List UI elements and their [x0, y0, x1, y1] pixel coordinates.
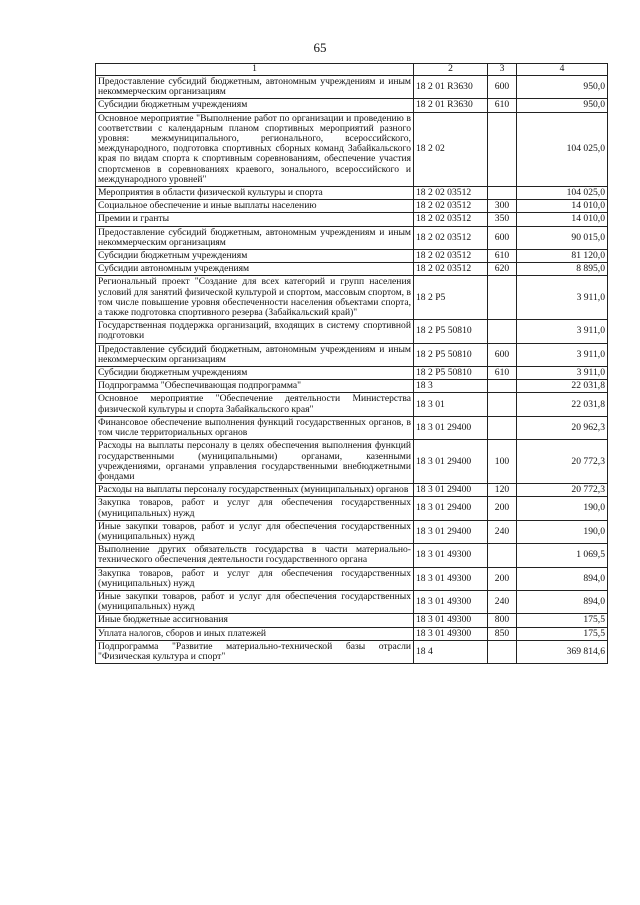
row-name: Мероприятия в области физической культуры и спорта [96, 187, 414, 200]
row-amount: 894,0 [517, 567, 608, 590]
row-name: Основное мероприятие "Выполнение работ по организации и проведению в соответствии с календарным планом спортивных мероприятий разного уровня: межмуниципального, регионального, всероссийского, международного, подготовка спортивных сборных команд Забайкальского края по видам спорта к спортивным соревнованиям, обеспечение участия спортсменов в соревнованиях краевого, зонального, всероссийского и международного уровней" [96, 112, 414, 186]
row-expense-type: 850 [488, 627, 517, 640]
row-code: 18 2 P5 50810 [414, 320, 488, 343]
row-expense-type [488, 320, 517, 343]
table-row [96, 99, 608, 112]
row-amount: 8 895,0 [517, 263, 608, 276]
row-code: 18 3 01 49300 [414, 627, 488, 640]
row-expense-type: 200 [488, 567, 517, 590]
row-name: Иные закупки товаров, работ и услуг для обеспечения государственных (муниципальных) нужд [96, 590, 414, 613]
row-code: 18 2 P5 50810 [414, 343, 488, 366]
row-name: Закупка товаров, работ и услуг для обеспечения государственных (муниципальных) нужд [96, 497, 414, 520]
row-name: Расходы на выплаты персоналу в целях обеспечения выполнения функций государственными (муниципальными) органами, казенными учреждениями, органами управления государственными внебюджетными фондами [96, 440, 414, 484]
table-row [96, 320, 608, 343]
row-code: 18 3 01 29400 [414, 497, 488, 520]
row-expense-type [488, 416, 517, 439]
row-expense-type: 350 [488, 213, 517, 226]
row-amount: 81 120,0 [517, 250, 608, 263]
row-expense-type: 120 [488, 484, 517, 497]
row-amount: 3 911,0 [517, 320, 608, 343]
row-amount: 190,0 [517, 520, 608, 543]
row-code: 18 2 02 03512 [414, 187, 488, 200]
table-row [96, 497, 608, 520]
row-code: 18 2 01 R3630 [414, 99, 488, 112]
table-row [96, 627, 608, 640]
row-name: Иные бюджетные ассигнования [96, 614, 414, 627]
row-code: 18 2 P5 [414, 276, 488, 320]
row-code: 18 2 01 R3630 [414, 76, 488, 99]
row-name: Субсидии бюджетным учреждениям [96, 250, 414, 263]
row-amount: 22 031,8 [517, 393, 608, 416]
row-name: Субсидии бюджетным учреждениям [96, 367, 414, 380]
table-row [96, 343, 608, 366]
table-row [96, 380, 608, 393]
table-row [96, 213, 608, 226]
row-code: 18 3 01 29400 [414, 416, 488, 439]
table-row [96, 112, 608, 186]
row-code: 18 2 02 [414, 112, 488, 186]
table-row [96, 200, 608, 213]
row-code: 18 3 [414, 380, 488, 393]
row-name: Подпрограмма "Развитие материально-технической базы отрасли "Физическая культура и спорт" [96, 640, 414, 663]
row-amount: 175,5 [517, 614, 608, 627]
row-name: Премии и гранты [96, 213, 414, 226]
table-header-row [96, 64, 608, 76]
row-code: 18 2 02 03512 [414, 200, 488, 213]
header-col-4: 4 [517, 64, 608, 76]
row-expense-type: 600 [488, 226, 517, 249]
row-expense-type: 600 [488, 343, 517, 366]
table-row [96, 187, 608, 200]
table-row [96, 614, 608, 627]
row-expense-type [488, 276, 517, 320]
row-expense-type: 610 [488, 250, 517, 263]
row-code: 18 3 01 29400 [414, 484, 488, 497]
row-name: Подпрограмма "Обеспечивающая подпрограмма" [96, 380, 414, 393]
budget-table [95, 63, 608, 664]
row-amount: 104 025,0 [517, 187, 608, 200]
row-amount: 90 015,0 [517, 226, 608, 249]
table-row [96, 484, 608, 497]
row-code: 18 3 01 49300 [414, 544, 488, 567]
header-col-3: 3 [488, 64, 517, 76]
row-amount: 369 814,6 [517, 640, 608, 663]
row-code: 18 4 [414, 640, 488, 663]
table-row [96, 416, 608, 439]
row-amount: 22 031,8 [517, 380, 608, 393]
row-expense-type [488, 112, 517, 186]
table-row [96, 367, 608, 380]
row-expense-type [488, 380, 517, 393]
row-amount: 3 911,0 [517, 343, 608, 366]
table-row [96, 640, 608, 663]
row-expense-type [488, 393, 517, 416]
row-amount: 14 010,0 [517, 213, 608, 226]
row-code: 18 3 01 [414, 393, 488, 416]
table-row [96, 520, 608, 543]
row-name: Финансовое обеспечение выполнения функций государственных органов, в том числе территориальных органов [96, 416, 414, 439]
table-row [96, 226, 608, 249]
row-expense-type: 610 [488, 99, 517, 112]
row-amount: 190,0 [517, 497, 608, 520]
row-code: 18 3 01 49300 [414, 567, 488, 590]
row-amount: 3 911,0 [517, 367, 608, 380]
row-code: 18 2 02 03512 [414, 263, 488, 276]
row-expense-type: 600 [488, 76, 517, 99]
row-amount: 20 772,3 [517, 484, 608, 497]
row-expense-type: 620 [488, 263, 517, 276]
row-expense-type [488, 544, 517, 567]
row-amount: 175,5 [517, 627, 608, 640]
row-amount: 104 025,0 [517, 112, 608, 186]
table-row [96, 440, 608, 484]
row-name: Субсидии бюджетным учреждениям [96, 99, 414, 112]
row-amount: 950,0 [517, 76, 608, 99]
row-amount: 3 911,0 [517, 276, 608, 320]
row-code: 18 3 01 49300 [414, 614, 488, 627]
row-amount: 950,0 [517, 99, 608, 112]
row-name: Предоставление субсидий бюджетным, автономным учреждениям и иным некоммерческим организациям [96, 226, 414, 249]
row-expense-type: 800 [488, 614, 517, 627]
row-amount: 14 010,0 [517, 200, 608, 213]
row-name: Закупка товаров, работ и услуг для обеспечения государственных (муниципальных) нужд [96, 567, 414, 590]
row-expense-type: 200 [488, 497, 517, 520]
row-name: Основное мероприятие "Обеспечение деятельности Министерства физической культуры и спорта Забайкальского края" [96, 393, 414, 416]
row-code: 18 3 01 29400 [414, 520, 488, 543]
row-expense-type [488, 640, 517, 663]
row-expense-type: 100 [488, 440, 517, 484]
row-amount: 20 962,3 [517, 416, 608, 439]
page-number: 65 [313, 40, 327, 55]
table-row [96, 263, 608, 276]
table-row [96, 393, 608, 416]
table-row [96, 250, 608, 263]
row-name: Иные закупки товаров, работ и услуг для обеспечения государственных (муниципальных) нужд [96, 520, 414, 543]
row-code: 18 2 02 03512 [414, 226, 488, 249]
table-row [96, 276, 608, 320]
row-expense-type: 300 [488, 200, 517, 213]
row-name: Выполнение других обязательств государства в части материально-технического обеспечения деятельности государственного органа [96, 544, 414, 567]
row-amount: 1 069,5 [517, 544, 608, 567]
row-name: Региональный проект "Создание для всех категорий и групп населения условий для занятий физической культурой и спортом, массовым спортом, в том числе повышение уровня обеспеченности населения объектами спорта, а также подготовка спортивного резерва (Забайкальский край)" [96, 276, 414, 320]
table-row [96, 567, 608, 590]
row-name: Предоставление субсидий бюджетным, автономным учреждениям и иным некоммерческим организациям [96, 76, 414, 99]
row-code: 18 3 01 49300 [414, 590, 488, 613]
row-expense-type: 610 [488, 367, 517, 380]
row-expense-type: 240 [488, 590, 517, 613]
row-amount: 894,0 [517, 590, 608, 613]
row-expense-type [488, 187, 517, 200]
row-code: 18 2 P5 50810 [414, 367, 488, 380]
row-name: Социальное обеспечение и иные выплаты населению [96, 200, 414, 213]
header-col-1: 1 [96, 64, 414, 76]
row-name: Уплата налогов, сборов и иных платежей [96, 627, 414, 640]
row-code: 18 2 02 03512 [414, 250, 488, 263]
table-row [96, 544, 608, 567]
row-code: 18 2 02 03512 [414, 213, 488, 226]
table-row [96, 590, 608, 613]
row-amount: 20 772,3 [517, 440, 608, 484]
row-name: Государственная поддержка организаций, входящих в систему спортивной подготовки [96, 320, 414, 343]
row-name: Расходы на выплаты персоналу государственных (муниципальных) органов [96, 484, 414, 497]
row-name: Предоставление субсидий бюджетным, автономным учреждениям и иным некоммерческим организациям [96, 343, 414, 366]
row-expense-type: 240 [488, 520, 517, 543]
table-row [96, 76, 608, 99]
row-code: 18 3 01 29400 [414, 440, 488, 484]
row-name: Субсидии автономным учреждениям [96, 263, 414, 276]
header-col-2: 2 [414, 64, 488, 76]
